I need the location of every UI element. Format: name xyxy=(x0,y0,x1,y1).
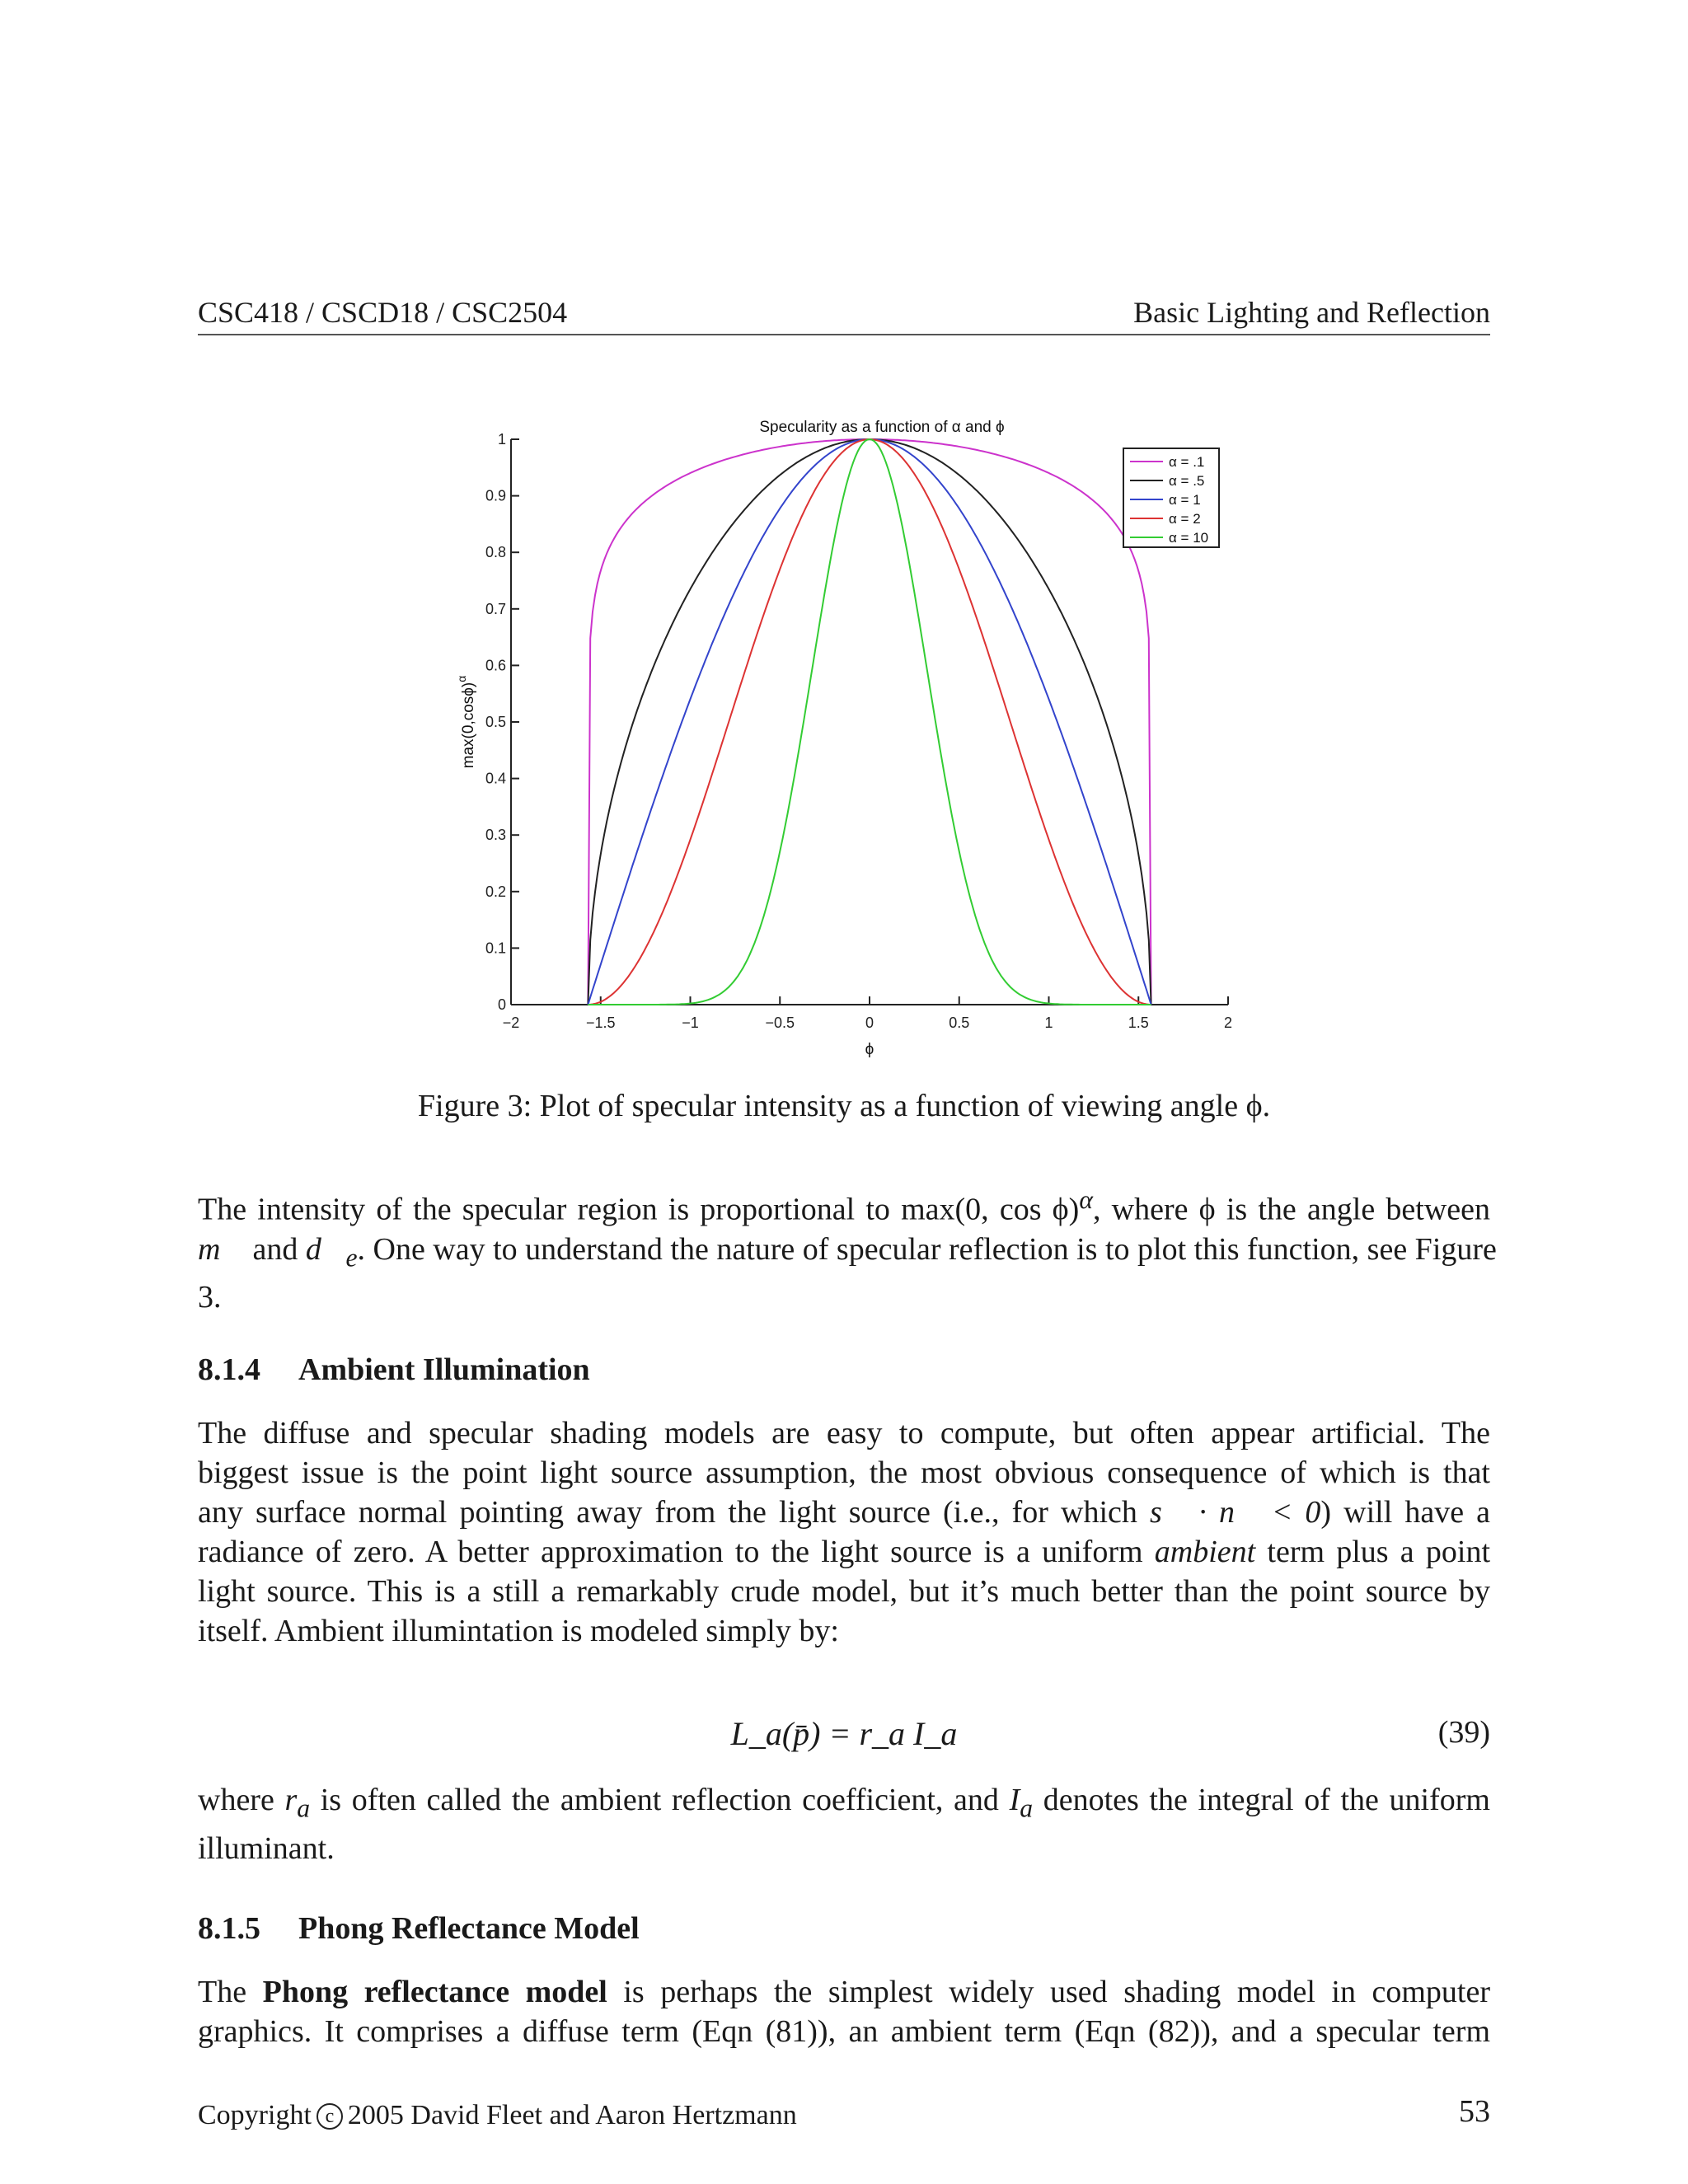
series-line--1 xyxy=(588,439,1151,1005)
x-tick-label: 0.5 xyxy=(949,1015,970,1031)
copyright-icon: c xyxy=(316,2103,343,2130)
paragraph-ambient xyxy=(198,1413,1490,1651)
x-tick-label: 2 xyxy=(1223,1015,1233,1031)
x-tick-label: −2 xyxy=(502,1015,520,1031)
specularity-chart xyxy=(0,0,1688,1071)
running-header-left: CSC418 / CSCD18 / CSC2504 xyxy=(198,296,568,329)
y-tick-label: 0.7 xyxy=(485,600,506,617)
series-line--5 xyxy=(588,439,1151,1005)
y-tick-label: 0.5 xyxy=(485,714,506,730)
x-tick-label: −1 xyxy=(682,1015,699,1031)
para3-line1: where $r_a$ is often called the ambient reflection coefficient, and $I_a$ denotes the integral of the uniform xyxy=(198,1783,1490,1823)
para1-line3: 3. xyxy=(198,1280,222,1315)
legend-label: α = 10 xyxy=(1169,530,1209,546)
x-tick-label: 1 xyxy=(1044,1015,1053,1031)
paragraph-where xyxy=(198,1780,1490,1868)
paragraph-intro xyxy=(198,1180,1497,1317)
legend-label: α = 2 xyxy=(1169,511,1201,527)
equation-39: L_a(p̄) = r_a I_a xyxy=(730,1715,958,1752)
y-tick-label: 0.2 xyxy=(485,883,506,900)
series-line--2 xyxy=(588,439,1151,1005)
y-tick-label: 0.9 xyxy=(485,487,506,504)
para1-line1: The intensity of the specular region is proportional to max(0, cos ϕ)$^\alpha$, where ϕ is the angle between xyxy=(198,1185,1491,1227)
equation-number: (39) xyxy=(1437,1715,1490,1750)
para2-line6: itself. Ambient illumintation is modeled simply by: xyxy=(198,1614,839,1648)
para3-line2: illuminant. xyxy=(198,1830,335,1866)
x-tick-label: −1.5 xyxy=(585,1015,616,1031)
x-tick-label: −0.5 xyxy=(765,1015,795,1031)
copyright-footer: Copyright c 2005 David Fleet and Aaron Hertzmann xyxy=(198,2100,797,2130)
section-heading-ambient: 8.1.4 Ambient Illumination xyxy=(198,1352,590,1387)
legend-label: α = 1 xyxy=(1169,492,1201,508)
y-tick-label: 0 xyxy=(497,996,506,1013)
x-tick-label: 0 xyxy=(865,1015,874,1031)
y-tick-label: 1 xyxy=(497,431,506,448)
para2-line1: The diffuse and specular shading models are easy to compute, but often appear artificial. The xyxy=(198,1416,1490,1451)
paragraph-phong xyxy=(198,1972,1490,2051)
series-line--1 xyxy=(588,439,1151,1005)
y-axis-label: $\max(0,\cos\phi)^\alpha$ xyxy=(455,675,477,769)
series-line--10 xyxy=(588,439,1151,1005)
para4-line1: The Phong reflectance model is perhaps the simplest widely used shading model in computer xyxy=(198,1975,1491,2009)
section-heading-phong: 8.1.5 Phong Reflectance Model xyxy=(198,1911,640,1946)
y-tick-label: 0.4 xyxy=(485,770,506,787)
para2-line3: any surface normal pointing away from the light source (i.e., for which s⃗ · n⃗ < 0) will have a xyxy=(198,1495,1491,1530)
y-tick-label: 0.6 xyxy=(485,657,506,674)
figure-caption: Figure 3: Plot of specular intensity as a function of viewing angle ϕ. xyxy=(417,1089,1271,1123)
para2-line4: radiance of zero. A better approximation to the light source is a uniform ambient term plus a point xyxy=(198,1535,1490,1569)
page-number: 53 xyxy=(1459,2094,1490,2129)
para2-line5: light source. This is a still a remarkably crude model, but it’s much better than the point source by xyxy=(198,1574,1490,1609)
para1-line2: m⃗ and $d⃗_e$. One way to understand the nature of specular reflection is to plot this function, see Figure xyxy=(198,1231,1497,1272)
chart-title: Specularity as a function of α and ϕ xyxy=(759,419,1005,436)
x-tick-label: 1.5 xyxy=(1128,1015,1149,1031)
x-axis-label: ϕ xyxy=(865,1041,874,1058)
running-header-right: Basic Lighting and Reflection xyxy=(1133,296,1490,329)
legend-label: α = .1 xyxy=(1169,454,1205,470)
para2-line2: biggest issue is the point light source assumption, the most obvious consequence of which is that xyxy=(198,1455,1490,1490)
y-tick-label: 0.3 xyxy=(485,827,506,844)
legend-label: α = .5 xyxy=(1169,473,1205,489)
y-tick-label: 0.8 xyxy=(485,544,506,561)
para4-line2: graphics. It comprises a diffuse term (Eqn (81)), an ambient term (Eqn (82)), and a specular term xyxy=(198,2014,1490,2049)
y-tick-label: 0.1 xyxy=(485,940,506,957)
